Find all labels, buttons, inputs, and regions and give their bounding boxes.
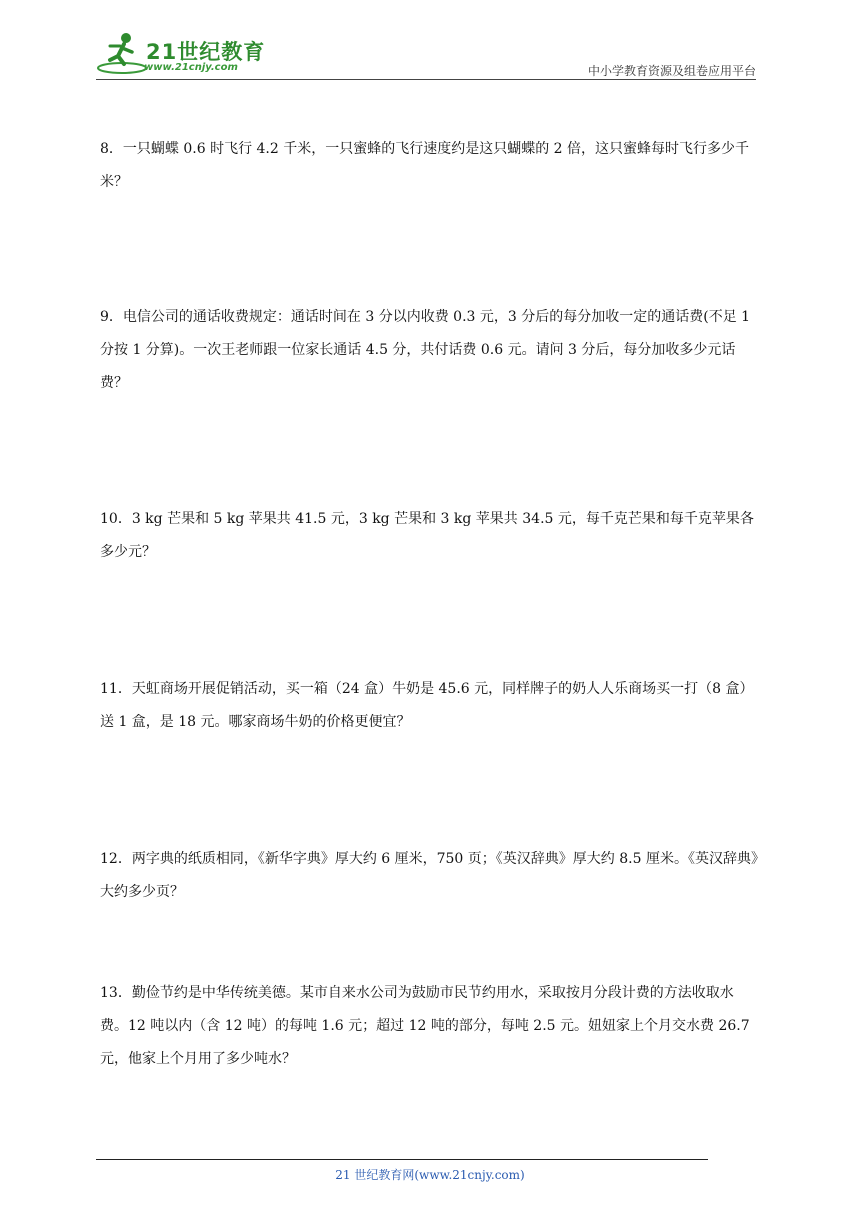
- header-divider: [96, 79, 756, 80]
- runner-logo-icon: [96, 30, 148, 78]
- question-12: 12．两字典的纸质相同，《新华字典》厚大约 6 厘米，750 页；《英汉辞典》厚大约 8.5 厘米。《英汉辞典》大约多少页？: [100, 851, 758, 900]
- question-13: 13．勤俭节约是中华传统美德。某市自来水公司为鼓励市民节约用水，采取按月分段计费的方法收取水费。12 吨以内（含 12 吨）的每吨 1.6 元；超过 12 吨的部分，每吨 2.5 元。妞妞家上个月交水费 26.7 元，他家上个月用了多少吨水？: [100, 985, 750, 1067]
- site-logo[interactable]: [96, 30, 266, 78]
- question-11: 11．天虹商场开展促销活动，买一箱（24 盒）牛奶是 45.6 元，同样牌子的奶人人乐商场买一打（8 盒）送 1 盒，是 18 元。哪家商场牛奶的价格更便宜？: [100, 681, 754, 730]
- footer-link[interactable]: 21 世纪教育网(www.21cnjy.com): [335, 1168, 525, 1182]
- question-10: 10．3 kg 芒果和 5 kg 苹果共 41.5 元，3 kg 芒果和 3 kg 苹果共 34.5 元，每千克芒果和每千克苹果各多少元？: [100, 511, 754, 560]
- question-9: 9．电信公司的通话收费规定：通话时间在 3 分以内收费 0.3 元，3 分后的每分加收一定的通话费(不足 1 分按 1 分算)。一次王老师跟一位家长通话 4.5 分，共付话费 0.6 元。请问 3 分后，每分加收多少元话费？: [100, 309, 751, 391]
- logo-text: 21世纪教育: [146, 40, 266, 64]
- footer-divider: [96, 1159, 708, 1160]
- question-8: 8．一只蝴蝶 0.6 时飞行 4.2 千米，一只蜜蜂的飞行速度约是这只蝴蝶的 2 倍，这只蜜蜂每时飞行多少千米？: [100, 141, 750, 190]
- logo-url: www.21cnjy.com: [144, 62, 238, 73]
- header-tagline: 中小学教育资源及组卷应用平台: [587, 64, 756, 78]
- page-header: [96, 30, 756, 80]
